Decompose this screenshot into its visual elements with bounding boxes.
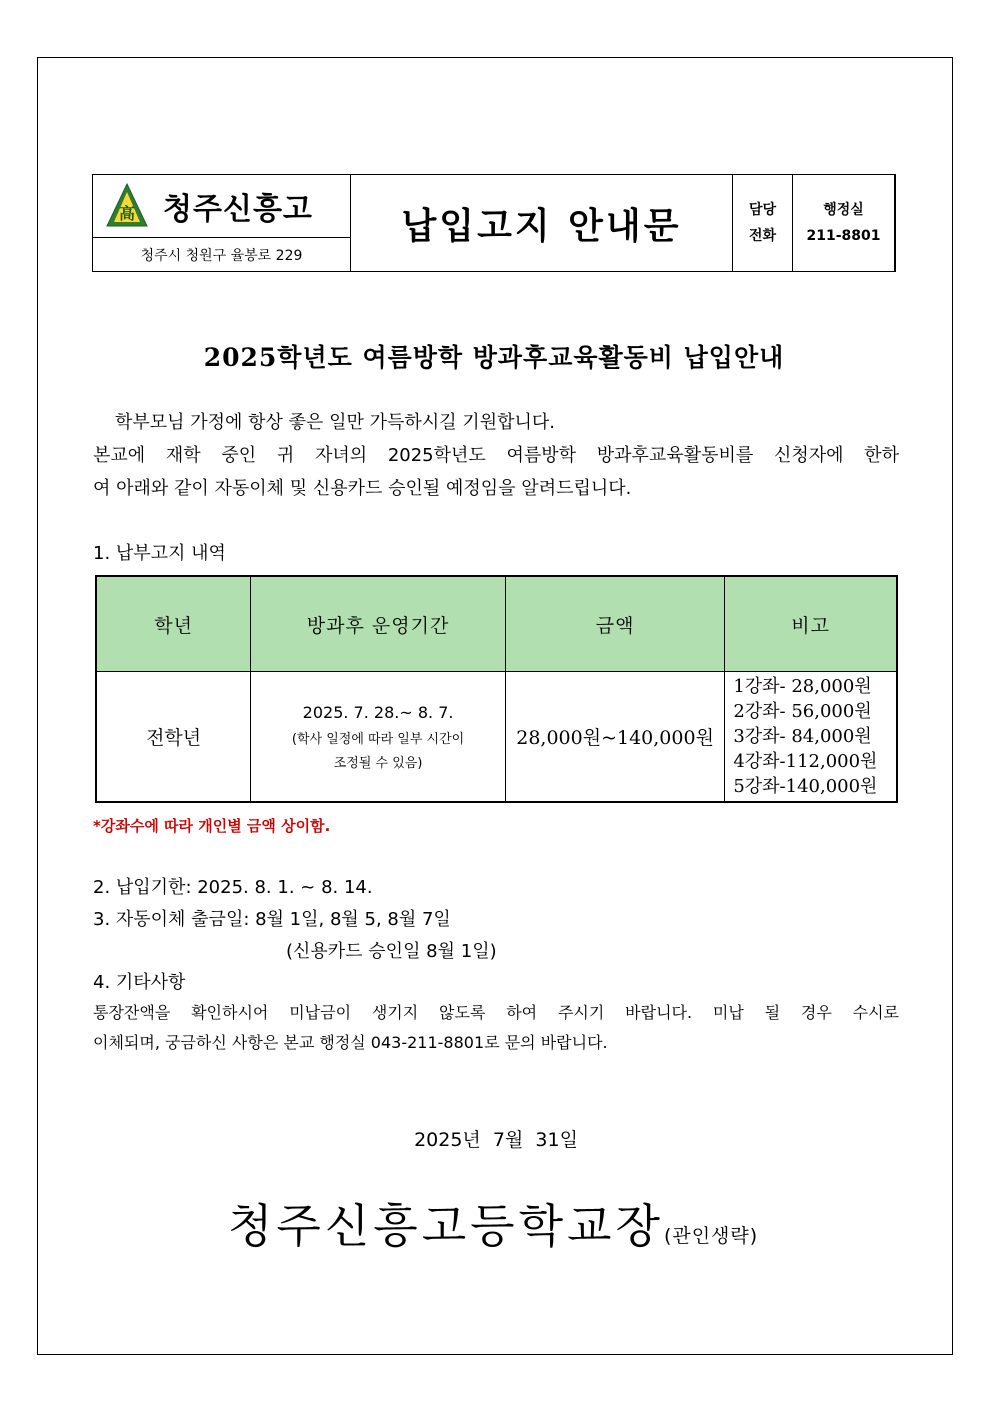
- section-2-deadline: 2. 납입기한: 2025. 8. 1. ~ 8. 14.: [93, 877, 373, 898]
- intro-line-1: 학부모님 가정에 항상 좋은 일만 가득하시길 기원합니다.: [115, 412, 555, 433]
- table-row: [96, 672, 897, 803]
- cell-amount: 28,000원~140,000원: [505, 672, 724, 803]
- note-line: 4강좌-112,000원: [733, 751, 878, 772]
- seal-note: (관인생략): [663, 1225, 759, 1247]
- header-table: [92, 174, 896, 272]
- contact-label-cell: [733, 175, 793, 271]
- cell-note: [725, 672, 897, 803]
- intro-paragraph: [93, 406, 899, 505]
- contact-label-2: 전화: [748, 228, 777, 244]
- emblem-letter: 高: [118, 204, 136, 223]
- intro-line-3: 여 아래와 같이 자동이체 및 신용카드 승인될 예정임을 알려드립니다.: [93, 478, 632, 499]
- page-title: 2025학년도 여름방학 방과후교육활동비 납입안내: [203, 343, 785, 372]
- period-note-2: 조정될 수 있음): [333, 755, 423, 771]
- period-dates: 2025. 7. 28.~ 8. 7.: [302, 702, 454, 722]
- school-logo-cell: [93, 175, 351, 271]
- principal-name: 청주신흥고등학교장: [228, 1199, 664, 1253]
- warning-note: *강좌수에 따라 개인별 금액 상이함.: [93, 817, 331, 835]
- school-name: 청주신흥고: [163, 192, 313, 227]
- doc-title-cell: [351, 175, 733, 271]
- section-3-card-note: (신용카드 승인일 8월 1일): [286, 941, 497, 962]
- col-header-amount: 금액: [505, 576, 724, 672]
- contact-value-cell: [793, 175, 895, 271]
- school-emblem-icon: [105, 182, 149, 230]
- col-header-period: 방과후 운영기간: [251, 576, 506, 672]
- intro-line-2: 본교에 재학 중인 귀 자녀의 2025학년도 여름방학 방과후교육활동비를 신청자에 한하: [93, 445, 899, 466]
- col-header-note: 비고: [725, 576, 897, 672]
- section-1-heading: 1. 납부고지 내역: [93, 543, 226, 564]
- section-3-withdrawal: 3. 자동이체 출금일: 8월 1일, 8월 5, 8월 7일: [93, 909, 451, 930]
- cell-period: [251, 672, 506, 803]
- period-note-1: (학사 일정에 따라 일부 시간이: [291, 731, 465, 747]
- contact-value-2: 211-8801: [806, 228, 881, 244]
- table-header-row: [96, 576, 897, 672]
- col-header-grade: 학년: [96, 576, 251, 672]
- contact-value-1: 행정실: [823, 202, 864, 218]
- section-4-line-2: 이체되며, 궁금하신 사항은 본교 행정실 043-211-8801로 문의 바랍니다.: [93, 1033, 608, 1052]
- signature: [228, 1190, 758, 1256]
- issue-date: 2025년 7월 31일: [414, 1129, 578, 1151]
- fee-table: [95, 575, 898, 803]
- contact-label-1: 담당: [748, 202, 777, 218]
- section-4-heading: 4. 기타사항: [93, 972, 186, 993]
- section-4-line-1: 통장잔액을 확인하시어 미납금이 생기지 않도록 하여 주시기 바랍니다. 미납 될 경우 수시로: [93, 1003, 899, 1022]
- note-line: 1강좌- 28,000원: [733, 676, 872, 697]
- note-line: 5강좌-140,000원: [733, 776, 878, 797]
- note-line: 2강좌- 56,000원: [733, 701, 872, 722]
- cell-grade: 전학년: [96, 672, 251, 803]
- section-4-body: [93, 998, 899, 1058]
- note-line: 3강좌- 84,000원: [733, 726, 872, 747]
- school-logo-row: [93, 175, 350, 238]
- doc-title: 납입고지 안내문: [401, 205, 682, 247]
- school-address: 청주시 청원구 율봉로 229: [140, 247, 303, 264]
